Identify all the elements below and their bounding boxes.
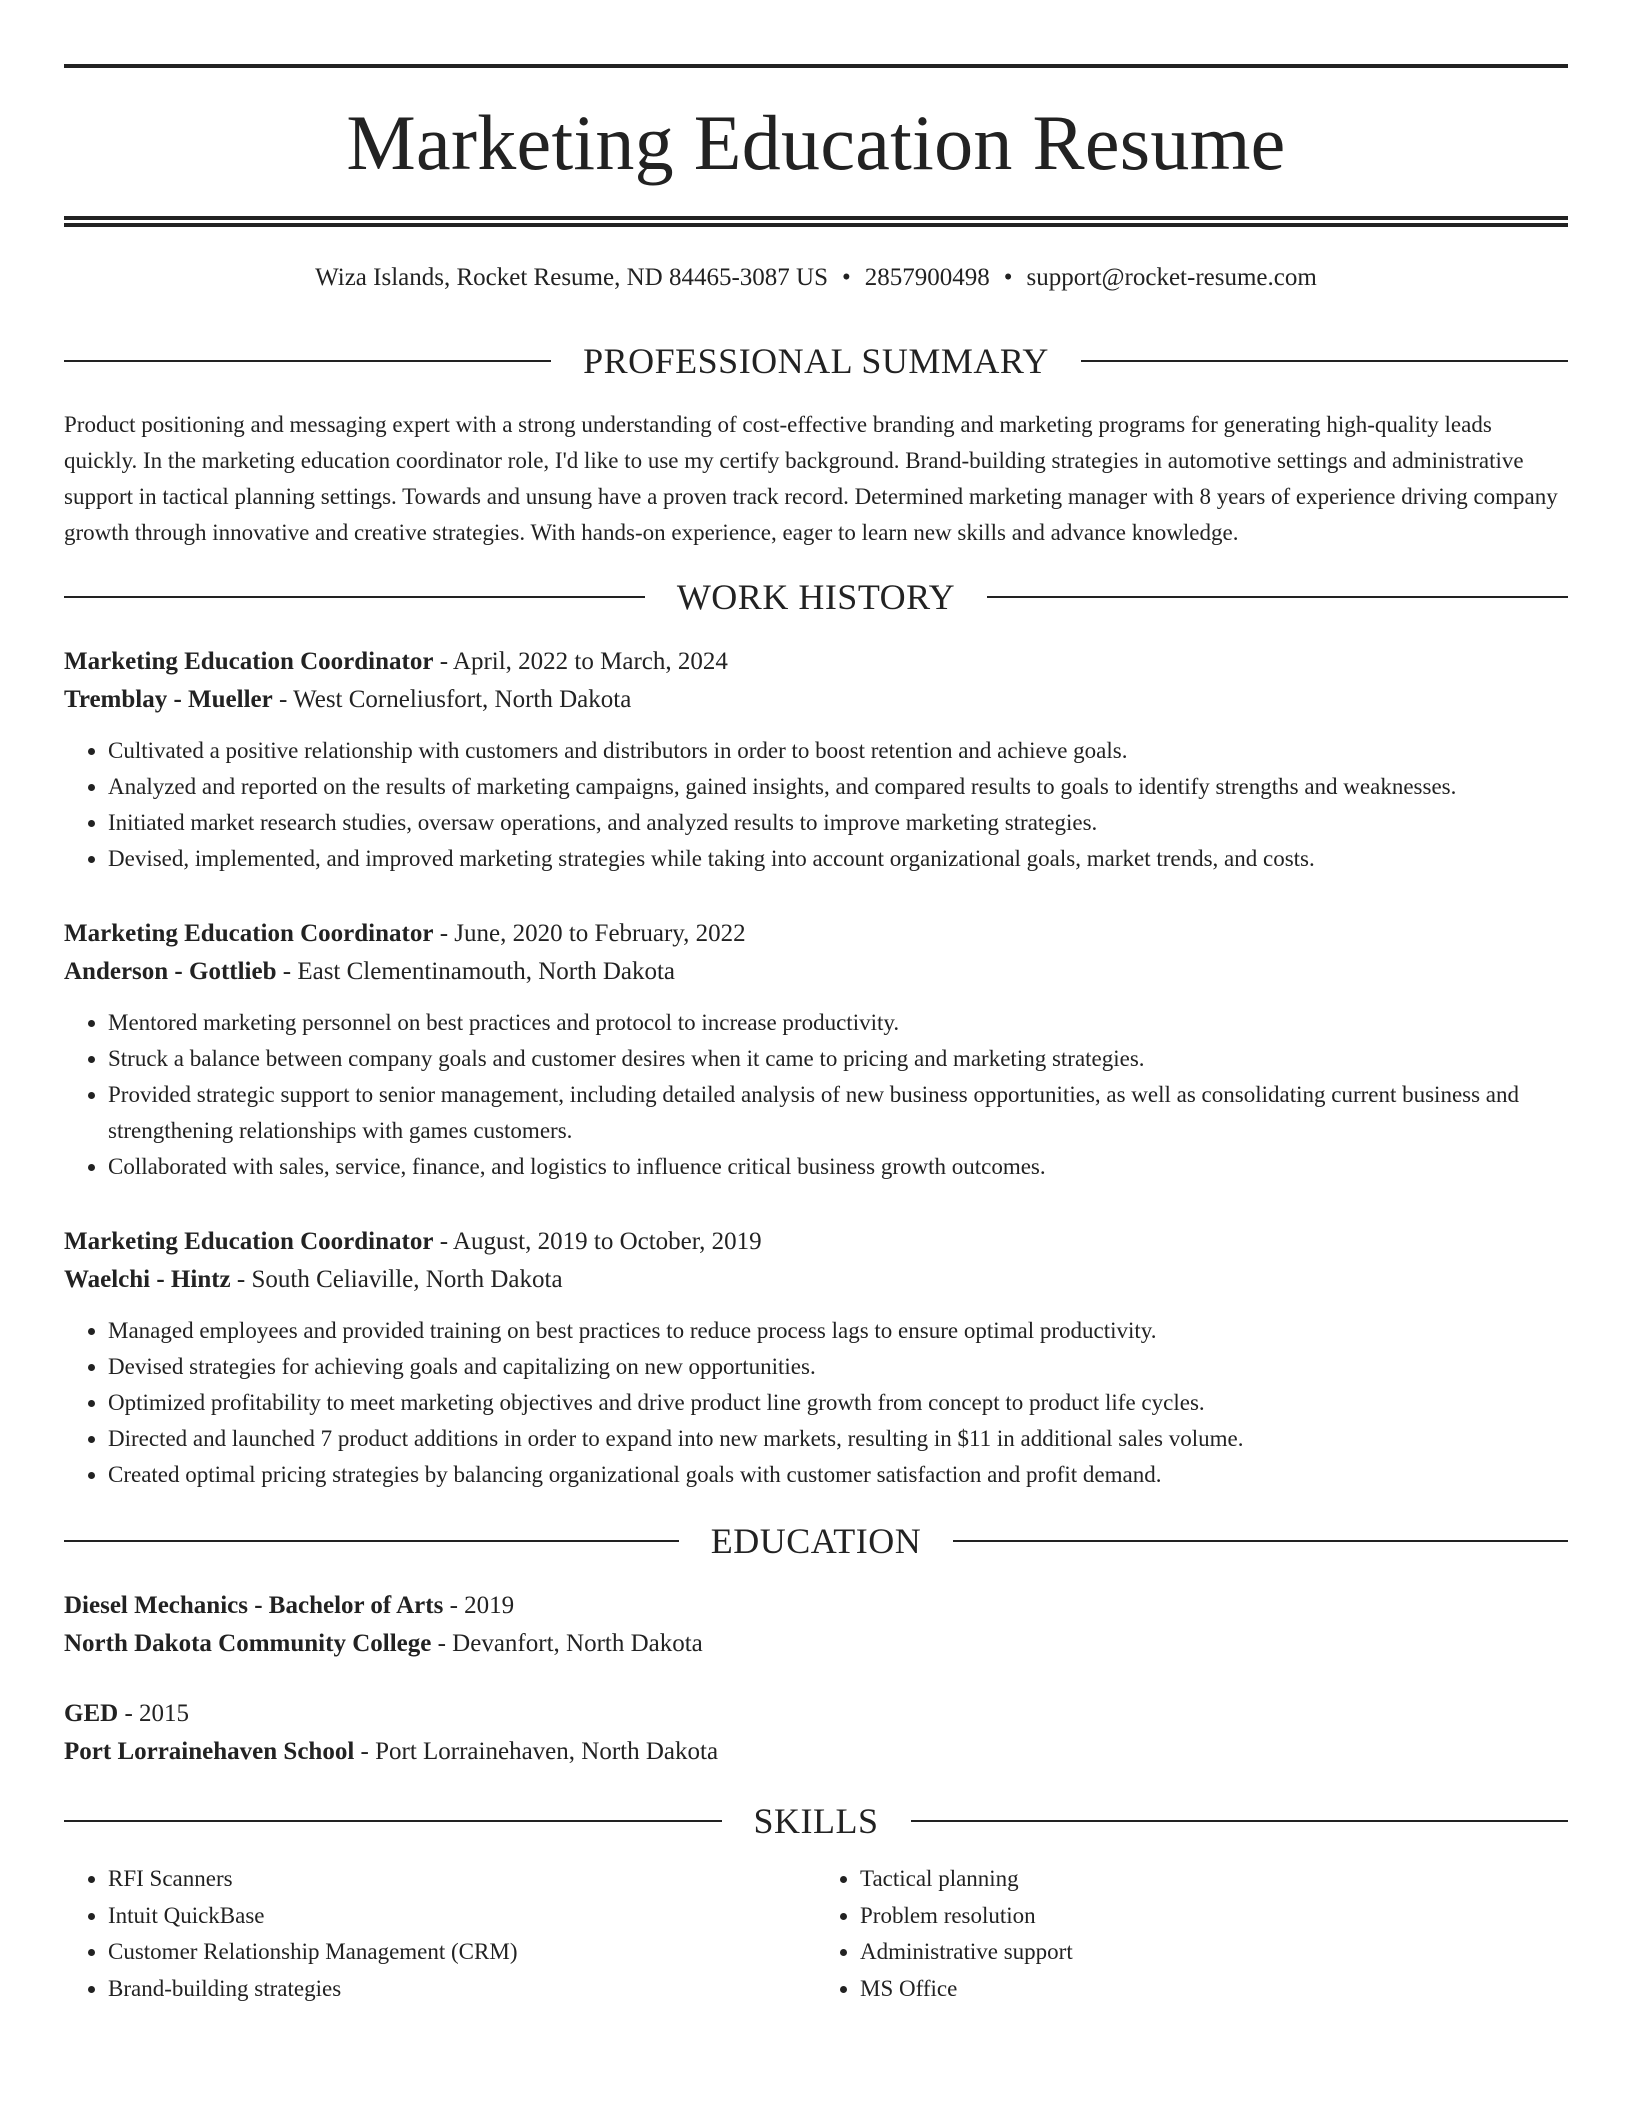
heading-rule-right [987, 596, 1568, 598]
job-bullet: • Managed employees and provided training on best practices to reduce process lags to ensure optimal productivity. [108, 1313, 1568, 1349]
summary-section-heading [64, 343, 1568, 379]
heading-rule-right [911, 1820, 1569, 1822]
job-company-row [64, 1261, 1568, 1299]
skills-list-right [816, 1861, 1568, 2007]
job-title-row [64, 1223, 1568, 1261]
contact-separator: • [1003, 264, 1013, 291]
job-title-row [64, 643, 1568, 681]
job-dates: - June, 2020 to February, 2022 [433, 920, 746, 947]
job-bullet: • Collaborated with sales, service, finance, and logistics to influence critical business growth outcomes. [108, 1149, 1568, 1185]
heading-rule-right [1081, 360, 1568, 362]
job-bullet: • Cultivated a positive relationship with customers and distributors in order to boost retention and achieve goals. [108, 733, 1568, 769]
contact-address: Wiza Islands, Rocket Resume, ND 84465-3087 US [315, 264, 828, 291]
job-location: - South Celiaville, North Dakota [230, 1266, 563, 1293]
job-company: Tremblay - Mueller [64, 686, 273, 713]
job-location: - East Clementinamouth, North Dakota [276, 958, 676, 985]
education-section-heading [64, 1523, 1568, 1559]
job-bullet: • Devised strategies for achieving goals and capitalizing on new opportunities. [108, 1349, 1568, 1385]
skills-columns [64, 1861, 1568, 2007]
job-bullet: • Initiated market research studies, oversaw operations, and analyzed results to improve marketing strategies. [108, 805, 1568, 841]
summary-text: Product positioning and messaging expert with a strong understanding of cost-effective branding and marketing programs for generating high-quality leads quickly. In the marketing education coordinator role, I'd like to use my certify background. Brand-building strategies in automotive settings and administrative support in tactical planning settings. Towards and unsung have a proven track record. Determined marketing manager with 8 years of experience driving company growth through innovative and creative strategies. With hands-on experience, eager to learn new skills and advance knowledge. [64, 412, 1558, 545]
skill-item: • Brand-building strategies [108, 1971, 816, 2008]
top-rule [64, 64, 1568, 68]
job-bullet: • Analyzed and reported on the results of marketing campaigns, gained insights, and compared results to goals to identify strengths and weaknesses. [108, 769, 1568, 805]
job-bullets [64, 733, 1568, 877]
education-degree: GED [64, 1700, 119, 1727]
job-bullets [64, 1313, 1568, 1493]
job-bullet: • Struck a balance between company goals and customer desires when it came to pricing and marketing strategies. [108, 1041, 1568, 1077]
work-heading: WORK HISTORY [676, 577, 956, 617]
job-bullet: • Created optimal pricing strategies by balancing organizational goals with customer satisfaction and profit demand. [108, 1457, 1568, 1493]
job-bullet: • Directed and launched 7 product additions in order to expand into new markets, resulting in $11 in additional sales volume. [108, 1421, 1568, 1457]
education-school-row [64, 1625, 1568, 1663]
skills-heading: SKILLS [753, 1801, 879, 1841]
job-company-row [64, 953, 1568, 991]
education-location: - Port Lorrainehaven, North Dakota [354, 1738, 719, 1765]
heading-rule-left [64, 1540, 679, 1542]
skill-item: • Intuit QuickBase [108, 1898, 816, 1935]
skills-section-heading [64, 1803, 1568, 1839]
skill-item: • Tactical planning [860, 1861, 1568, 1898]
contact-line [64, 263, 1568, 293]
contact-email: support@rocket-resume.com [1026, 264, 1317, 291]
education-entry [64, 1587, 1568, 1663]
education-year: - 2015 [118, 1700, 190, 1727]
skill-item: • Administrative support [860, 1934, 1568, 1971]
education-year: - 2019 [443, 1592, 515, 1619]
job-bullet: • Provided strategic support to senior management, including detailed analysis of new business opportunities, as well as consolidating current business and strengthening relationships with games customers. [108, 1077, 1568, 1149]
job-bullets [64, 1005, 1568, 1185]
heading-rule-left [64, 360, 551, 362]
contact-separator: • [841, 264, 851, 291]
heading-rule-right [953, 1540, 1568, 1542]
job-title-row [64, 915, 1568, 953]
contact-phone: 2857900498 [864, 264, 990, 291]
heading-rule-left [64, 596, 645, 598]
heading-rule-left [64, 1820, 722, 1822]
job-bullet: • Devised, implemented, and improved marketing strategies while taking into account organizational goals, market trends, and costs. [108, 841, 1568, 877]
job-bullet: • Optimized profitability to meet marketing objectives and drive product line growth from concept to product life cycles. [108, 1385, 1568, 1421]
summary-heading: PROFESSIONAL SUMMARY [583, 341, 1049, 381]
education-location: - Devanfort, North Dakota [431, 1630, 703, 1657]
education-degree-row [64, 1695, 1568, 1733]
job-location: - West Corneliusfort, North Dakota [272, 686, 632, 713]
work-section-heading [64, 579, 1568, 615]
job-title: Marketing Education Coordinator [64, 1228, 434, 1255]
job-dates: - April, 2022 to March, 2024 [433, 648, 728, 675]
job-company: Anderson - Gottlieb [64, 958, 277, 985]
resume-title: Marketing Education Resume [346, 99, 1286, 186]
education-degree: Diesel Mechanics - Bachelor of Arts [64, 1592, 444, 1619]
job-title: Marketing Education Coordinator [64, 648, 434, 675]
title-double-rule [64, 216, 1568, 227]
education-entry [64, 1695, 1568, 1771]
job-entry [64, 1223, 1568, 1493]
education-school: North Dakota Community College [64, 1630, 432, 1657]
skill-item: • Problem resolution [860, 1898, 1568, 1935]
job-entry [64, 643, 1568, 877]
skills-list-left [64, 1861, 816, 2007]
job-bullet: • Mentored marketing personnel on best practices and protocol to increase productivity. [108, 1005, 1568, 1041]
skill-item: • Customer Relationship Management (CRM) [108, 1934, 816, 1971]
education-school-row [64, 1733, 1568, 1771]
education-heading: EDUCATION [710, 1521, 922, 1561]
job-title: Marketing Education Coordinator [64, 920, 434, 947]
job-dates: - August, 2019 to October, 2019 [433, 1228, 762, 1255]
skill-item: • MS Office [860, 1971, 1568, 2008]
job-company: Waelchi - Hintz [64, 1266, 231, 1293]
education-school: Port Lorrainehaven School [64, 1738, 355, 1765]
skill-item: • RFI Scanners [108, 1861, 816, 1898]
job-entry [64, 915, 1568, 1185]
job-company-row [64, 681, 1568, 719]
education-degree-row [64, 1587, 1568, 1625]
